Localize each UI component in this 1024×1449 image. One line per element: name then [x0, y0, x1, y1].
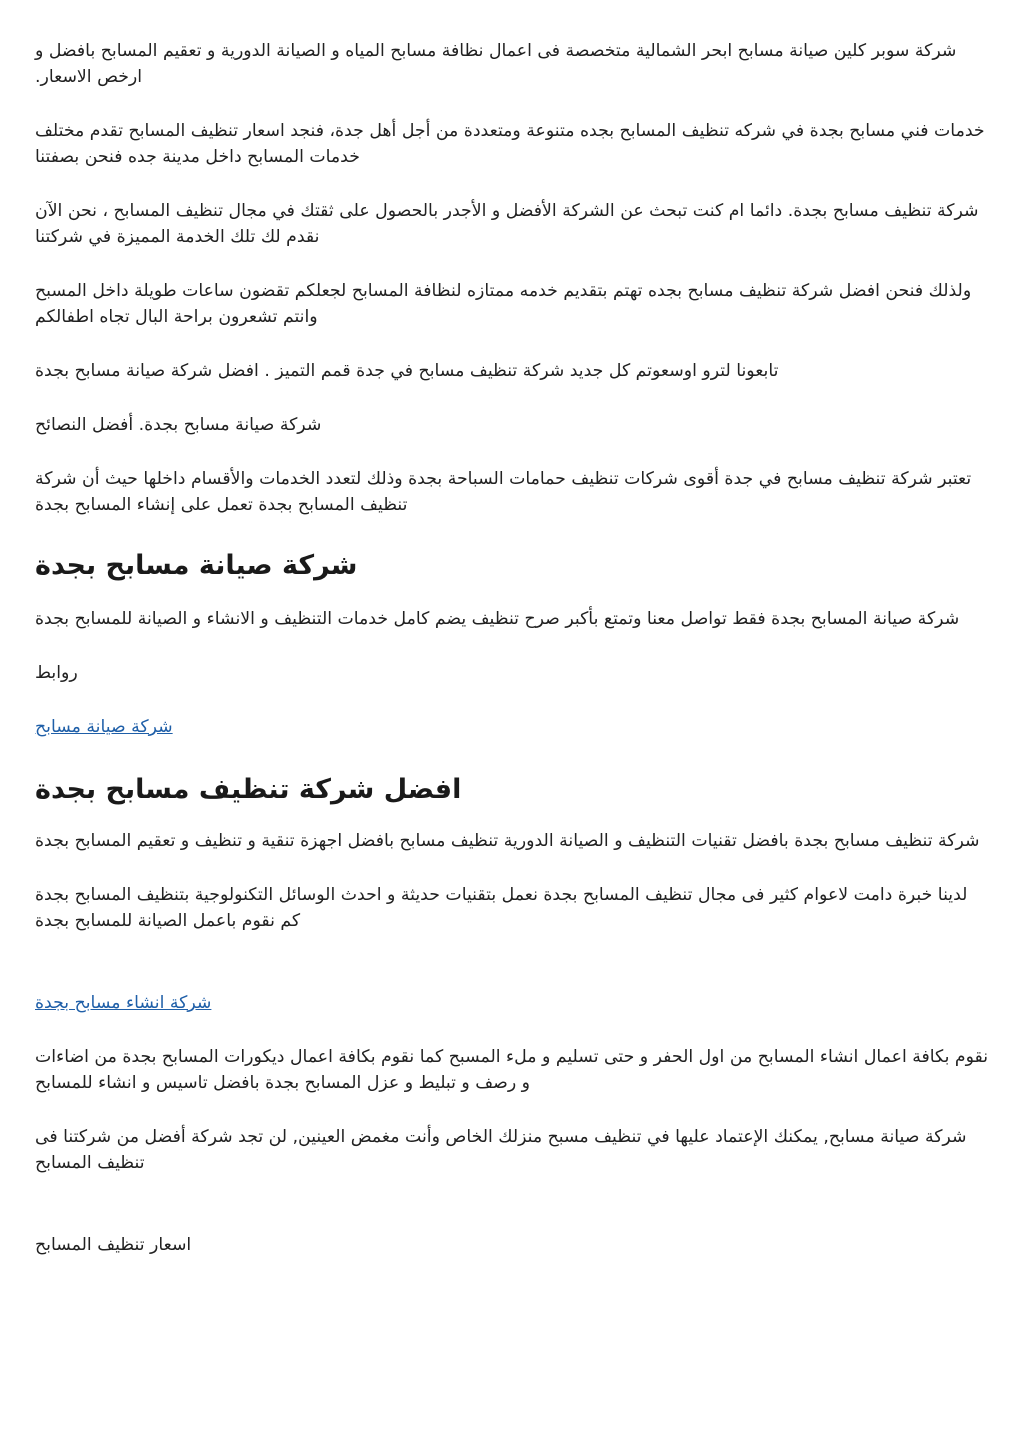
intro-paragraph: شركة سوبر كلين صيانة مسابح ابحر الشمالية متخصصة فى اعمال نظافة مسابح المياه و الصيانة الدورية و تعقيم المسابح بافضل و ارخص الاسعار. [35, 41, 957, 87]
experience-paragraph: لدينا خبرة دامت لاعوام كثير فى مجال تنظيف المسابح بجدة نعمل بتقنيات حديثة و احدث الوسائل التكنولوجية بتنظيف المسابح بجدة كم نقوم باعمل الصيانة للمسابح بجدة [35, 885, 968, 931]
prices-paragraph: اسعار تنظيف المسابح [35, 1235, 192, 1255]
document-page [35, 38, 990, 1258]
maintenance-paragraph: شركة صيانة المسابح بجدة فقط تواصل معنا وتمتع بأكبر صرح تنظيف يضم كامل خدمات التنظيف و الانشاء و الصيانة للمسابح بجدة [35, 609, 960, 629]
services-paragraph: خدمات فني مسابح بجدة في شركه تنظيف المسابح بجده متنوعة ومتعددة من أجل أهل جدة، فنجد اسعار تنظيف المسابح تقدم مختلف خدمات المسابح داخل مدينة جده فنحن بصفتنا [35, 121, 985, 167]
cleaning-company-paragraph: شركة تنظيف مسابح بجدة. دائما ام كنت تبحث عن الشركة الأفضل و الأجدر بالحصول على ثقتك في مجال تنظيف المسابح ، نحن الآن نقدم لك تلك الخدمة المميزة في شركتنا [35, 201, 979, 247]
maintenance-heading: شركة صيانة مسابح بجدة [35, 550, 358, 581]
construction-paragraph: نقوم بكافة اعمال انشاء المسابح من اول الحفر و حتى تسليم و ملء المسبح كما نقوم بكافة اعمال ديكورات المسابح بجدة من اضاءات و رصف و تبليط و عزل المسابح بجدة بافضل تاسيس و انشاء للمسابح [35, 1047, 989, 1093]
maintenance-link[interactable]: شركة صيانة مسابح [35, 717, 173, 737]
construction-link[interactable]: شركة انشاء مسابح بجدة [35, 993, 212, 1013]
follow-us-paragraph: تابعونا لترو اوسعوتم كل جديد شركة تنظيف مسابح في جدة قمم التميز . افضل شركة صيانة مسابح بجدة [35, 361, 779, 381]
strongest-company-paragraph: تعتبر شركة تنظيف مسابح في جدة أقوى شركات تنظيف حمامات السباحة بجدة وذلك لتعدد الخدمات والأقسام داخلها حيث أن شركة تنظيف المسابح بجدة تعمل على إنشاء المسابح بجدة [35, 469, 972, 515]
best-cleaning-heading: افضل شركة تنظيف مسابح بجدة [35, 774, 462, 805]
cleaning-techniques-paragraph: شركة تنظيف مسابح بجدة بافضل تقنيات التنظيف و الصيانة الدورية تنظيف مسابح بافضل اجهزة تنقية و تنظيف و تعقيم المسابح بجدة [35, 831, 980, 851]
tips-paragraph: شركة صيانة مسابح بجدة. أفضل النصائح [35, 415, 322, 435]
best-company-paragraph: ولذلك فنحن افضل شركة تنظيف مسابح بجده تهتم بتقديم خدمه ممتازه لنظافة المسابح لجعلكم تقضون ساعات طويلة داخل المسبح وانتم تشعرون براحة البال تجاه اطفالكم [35, 281, 972, 327]
links-label: روابط [35, 663, 78, 683]
reliance-paragraph: شركة صيانة مسابح, يمكنك الإعتماد عليها في تنظيف مسبح منزلك الخاص وأنت مغمض العينين, لن تجد شركة أفضل من شركتنا فى تنظيف المسابح [35, 1127, 967, 1173]
